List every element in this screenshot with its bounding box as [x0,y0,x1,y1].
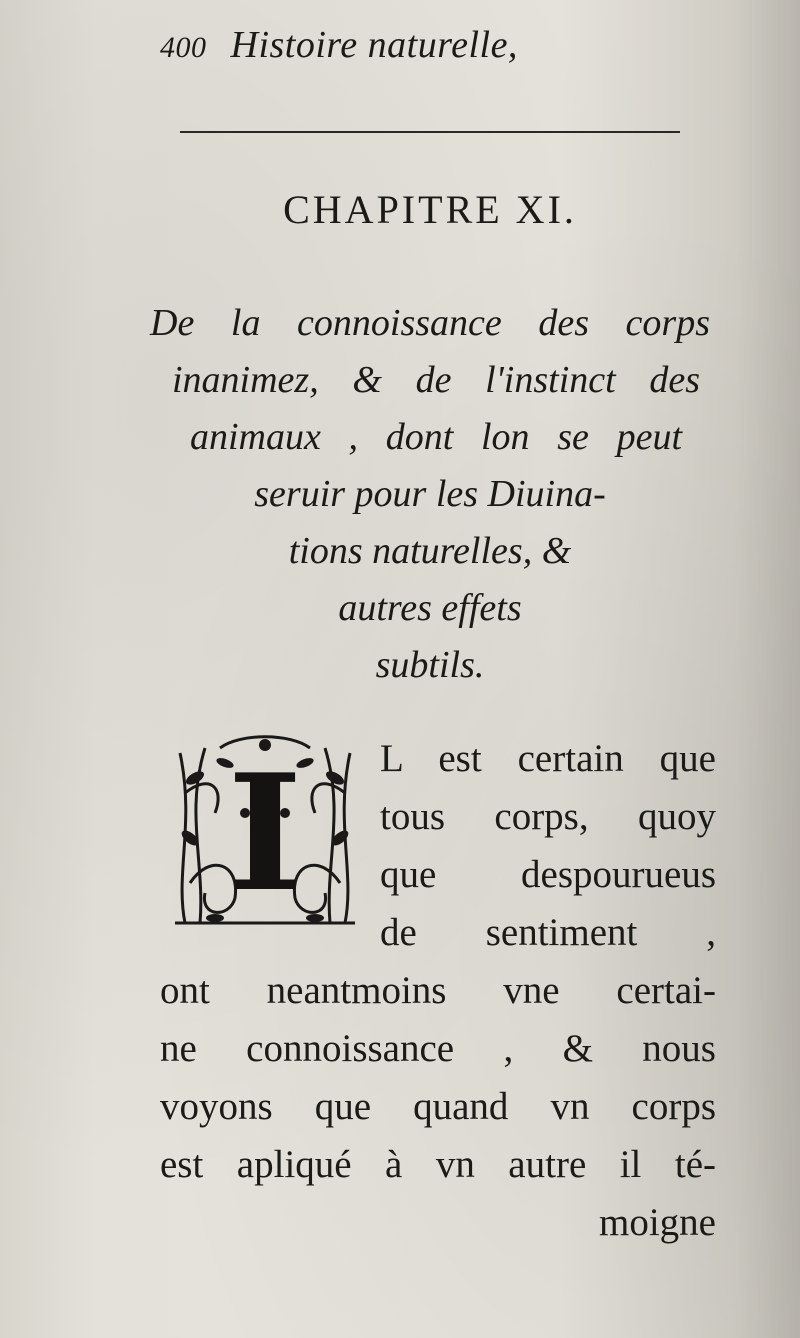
body-line: que despourueus [380,853,716,896]
running-head [160,22,660,71]
body-line: voyons que quand vn corps [160,1085,716,1128]
body-line: de sentiment , [380,911,716,954]
subtitle-line: De la connoissance des corps [150,302,710,344]
subtitle-line: inanimez, & de l'instinct des [172,359,700,401]
chapter-subtitle [150,295,710,694]
body-line: ont neantmoins vne certai- [160,969,716,1012]
drop-cap-letter: I [227,739,303,927]
body-text [160,730,716,1252]
body-line: ne connoissance , & nous [160,1027,716,1070]
running-title: Histoire naturelle, [230,24,518,66]
body-line: tous corps, quoy [380,795,716,838]
subtitle-line: autres effets [338,587,522,629]
subtitle-line: animaux , dont lon se peut [190,416,682,458]
body-line: est apliqué à vn autre il té- [160,1143,716,1186]
subtitle-line: seruir pour les Diuina- [254,473,606,515]
subtitle-line: subtils. [375,644,485,686]
header-rule [180,131,680,133]
subtitle-line: tions naturelles, & [288,530,572,572]
catchword: moigne [599,1201,716,1244]
chapter-heading: CHAPITRE XI. [283,187,577,232]
page-number: 400 [160,31,207,64]
body-line: L est certain que [380,737,716,780]
